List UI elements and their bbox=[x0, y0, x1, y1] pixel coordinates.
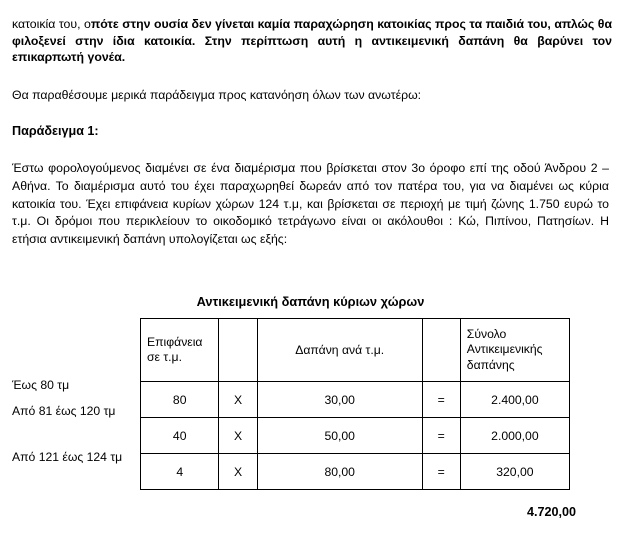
calculation-table bbox=[140, 318, 570, 490]
cell-area-2: 40 bbox=[141, 418, 219, 454]
intro-bold-text: πότε στην ουσία δεν γίνεται καμία παραχώρηση κατοικίας προς τα παιδιά του, απλώς θα φιλοξενεί στην ίδια κατοικία. Στην περίπτωση αυτή η αντικειμενική δαπάνη θα βαρύνει τον επικαρπωτή γονέα. bbox=[12, 17, 612, 64]
table-title: Αντικειμενική δαπάνη κύριων χώρων bbox=[196, 293, 425, 309]
cell-total-1: 2.400,00 bbox=[460, 382, 569, 418]
header-cell-equals bbox=[422, 319, 460, 382]
calculation-table-wrapper bbox=[140, 318, 570, 490]
cell-equals-3: = bbox=[422, 454, 460, 490]
intro-paragraph bbox=[12, 16, 612, 65]
header-cell-total bbox=[460, 319, 569, 382]
cell-operator-2: Χ bbox=[219, 418, 257, 454]
cell-rate-1: 30,00 bbox=[257, 382, 422, 418]
table-row bbox=[141, 382, 570, 418]
example-heading: Παράδειγμα 1: bbox=[12, 124, 99, 139]
header-cell-rate: Δαπάνη ανά τ.μ. bbox=[257, 319, 422, 382]
header-area-label: Επιφάνεια σε τ.μ. bbox=[147, 334, 203, 364]
cell-operator-1: Χ bbox=[219, 382, 257, 418]
table-row bbox=[141, 418, 570, 454]
cell-operator-3: Χ bbox=[219, 454, 257, 490]
cell-total-3: 320,00 bbox=[460, 454, 569, 490]
cell-rate-3: 80,00 bbox=[257, 454, 422, 490]
cell-area-1: 80 bbox=[141, 382, 219, 418]
cell-rate-2: 50,00 bbox=[257, 418, 422, 454]
table-row bbox=[141, 454, 570, 490]
header-cell-operator bbox=[219, 319, 257, 382]
cell-equals-2: = bbox=[422, 418, 460, 454]
header-total-label: Σύνολο Αντικειμενικής δαπάνης bbox=[466, 327, 543, 372]
row-label-1: Έως 80 τμ bbox=[12, 378, 70, 392]
intro-second-line: Θα παραθέσουμε μερικά παράδειγμα προς κατανόηση όλων των ανωτέρω: bbox=[12, 88, 422, 103]
table-header-row bbox=[141, 319, 570, 382]
body-paragraph: Έστω φορολογούμενος διαμένει σε ένα διαμέρισμα που βρίσκεται στον 3ο όροφο επί της οδού Άνδρου 2 – Αθήνα. Το διαμέρισμα αυτό του έχει παραχωρηθεί δωρεάν από τον πατέρα του, για να διαμένει ως κύρια κατοικία του. Έχει επιφάνεια κυρίων χώρων 124 τ.μ, και βρίσκεται σε περιοχή με τιμή ζώνης 1.750 ευρώ το τ.μ. Οι δρόμοι που περικλείουν το οικοδομικό τετράγωνο είναι οι ακόλουθοι : Κώ, Πιπίνου, Πατησίων. Η ετήσια αντικειμενική δαπάνη υπολογίζεται ως εξής: bbox=[12, 161, 609, 247]
intro-plain-text: κατοικία του, ο bbox=[12, 17, 91, 32]
cell-equals-1: = bbox=[422, 382, 460, 418]
row-label-3: Από 121 έως 124 τμ bbox=[12, 450, 123, 464]
row-label-2: Από 81 έως 120 τμ bbox=[12, 404, 116, 418]
grand-total-value: 4.720,00 bbox=[526, 505, 576, 519]
cell-total-2: 2.000,00 bbox=[460, 418, 569, 454]
cell-area-3: 4 bbox=[141, 454, 219, 490]
header-cell-area bbox=[141, 319, 219, 382]
